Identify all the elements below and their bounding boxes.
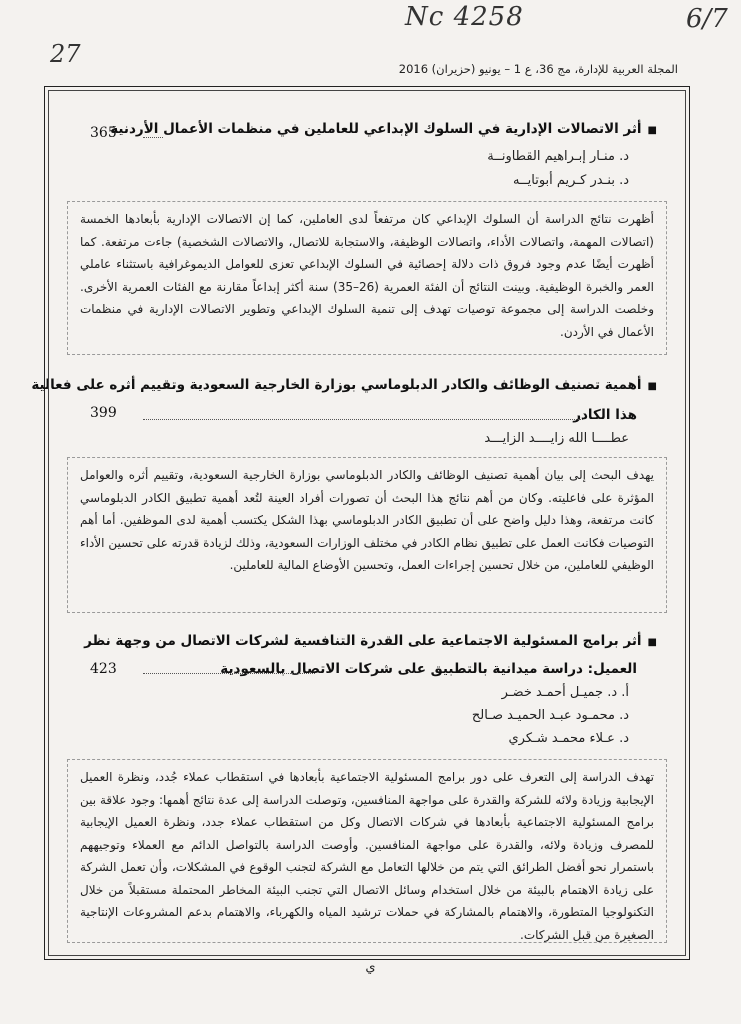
article-3-abstract: تهدف الدراسة إلى التعرف على دور برامج المسئولية الاجتماعية بأبعادها في استقطاب عملاء جُدد، ونظرة العميل الإيجابية وزيادة ولائه للشركة والقدرة على مواجهة المنافسين، وتوصلت الدراسة إلى عدة نتائج أهمها: وجود علاقة بين برامج المسئولية الاجتماعية بأبعادها في شركات الاتصال وكل من استقطاب عملاء جدد، ونظرة العميل الإيجابية للمصرف وزيادة ولائه، والقدرة على مواجهة المنافسين. وأوصت الدراسة بالتواصل الدائم مع العملاء وتوجيههم باستمرار نحو أفضل الطرائق التي يتم من خلالها التعامل مع الشركة لتجنب الوقوع في المشكلات، وأن تعمل الشركة على زيادة الاهتمام بالبيئة من خلال استخدام وسائل الاتصال التي تجنب البيئة المخاطر المحتملة مستقبلاً من خلال التكنولوجيا المتطورة، والاهتمام بالمشاركة في حملات ترشيد المياه والكهرباء، والاهتمام بدعم المشروعات الإنتاجية الصغيرة من قبل الشركات.: [67, 759, 667, 943]
article-3-title-line-1[interactable]: [84, 633, 657, 649]
bullet-icon: ■: [647, 381, 657, 392]
page-footer-letter: ي: [365, 960, 376, 975]
handwritten-reference: Nc 4258: [405, 2, 524, 32]
article-3-author-3: د. عـلاء محمـد شـكري: [508, 731, 629, 746]
article-1-title-text: أثر الاتصالات الإدارية في السلوك الإبداعي للعاملين في منظمات الأعمال الأردنية: [110, 121, 642, 137]
article-2-title-text-1: أهمية تصنيف الوظائف والكادر الدبلوماسي بوزارة الخارجية السعودية وتقييم أثره على فعالية: [31, 377, 642, 393]
article-2-title-line-2[interactable]: هذا الكادر: [573, 407, 637, 423]
article-1-abstract: أظهرت نتائج الدراسة أن السلوك الإبداعي كان مرتفعاً لدى العاملين، كما إن الاتصالات الإدارية بأبعادها الخمسة (اتصالات المهمة، واتصالات الأداء، واتصالات الوظيفة، والاستجابة للاتصال، والاتصالات الشخصية) جاءت مرتفعة. كما أظهرت أيضًا عدم وجود فروق ذات دلالة إحصائية في السلوك الإبداعي تعزى للعوامل الديموغرافية باستثناء عاملي العمر والخبرة الوظيفية. وبينت النتائج أن الفئة العمرية (26–35) سنة أكثر إبداعاً مقارنة مع الفئات العمرية الأخرى. وخلصت الدراسة إلى مجموعة توصيات تهدف إلى تنمية السلوك الإبداعي وتطوير الاتصالات الإدارية في منظمات الأعمال في الأردن.: [67, 201, 667, 355]
contents-frame: [31, 86, 690, 960]
article-3-title-line-2[interactable]: العميل: دراسة ميدانية بالتطبيق على شركات الاتصال بالسعودية: [220, 661, 637, 677]
article-1-author-2: د. بنـدر كـريم أبوتايــه: [513, 173, 629, 188]
handwritten-page-mark: 6/7: [686, 4, 728, 34]
article-1-author-1: د. منـار إبـراهيم القطاونــة: [487, 149, 629, 164]
article-3-page: 423: [90, 661, 117, 677]
article-1-leader-dots: [143, 137, 163, 138]
article-2-page: 399: [90, 405, 117, 421]
article-2-title-line-1[interactable]: [31, 377, 657, 393]
article-2-leader-dots: [143, 419, 583, 420]
article-2-author-1: عطــــا الله زايــــد الزايـــد: [484, 431, 629, 446]
article-3-author-2: د. محمـود عبـد الحميـد صـالح: [471, 708, 629, 723]
article-2-abstract: يهدف البحث إلى بيان أهمية تصنيف الوظائف والكادر الدبلوماسي بوزارة الخارجية السعودية، وتقييم أثره والعوامل المؤثرة على فاعليته. وكان من أهم نتائج هذا البحث أن تصورات أفراد العينة لتُعد أهمية تطبيق الكادر الدبلوماسي كانت مرتفعة، وهذا دليل واضح على أن تطبيق الكادر الدبلوماسي بهذا الشكل يكتسب أهمية لدى الموظفين. أما أهم التوصيات فكانت العمل على تطبيق نظام الكادر في مختلف الوزارات السعودية، وذلك لزيادة قدرته على تحسين الأداء الوظيفي للعاملين، من خلال تحسين إجراءات العمل، وتحسين الأوضاع المالية للعاملين.: [67, 457, 667, 613]
article-3-author-1: أ. د. جميـل أحمـد خضـر: [501, 685, 629, 700]
article-1-title[interactable]: [110, 121, 657, 137]
journal-citation: المجلة العربية للإدارة، مج 36، ع 1 – يونيو (حزيران) 2016: [398, 62, 678, 76]
article-3-title-text-1: أثر برامج المسئولية الاجتماعية على القدرة التنافسية لشركات الاتصال من وجهة نظر: [84, 633, 642, 649]
article-1-page: 365: [90, 125, 117, 141]
bullet-icon: ■: [647, 125, 657, 136]
bullet-icon: ■: [647, 637, 657, 648]
handwritten-corner-number: 27: [50, 40, 81, 68]
article-3-leader-dots: [143, 673, 315, 674]
